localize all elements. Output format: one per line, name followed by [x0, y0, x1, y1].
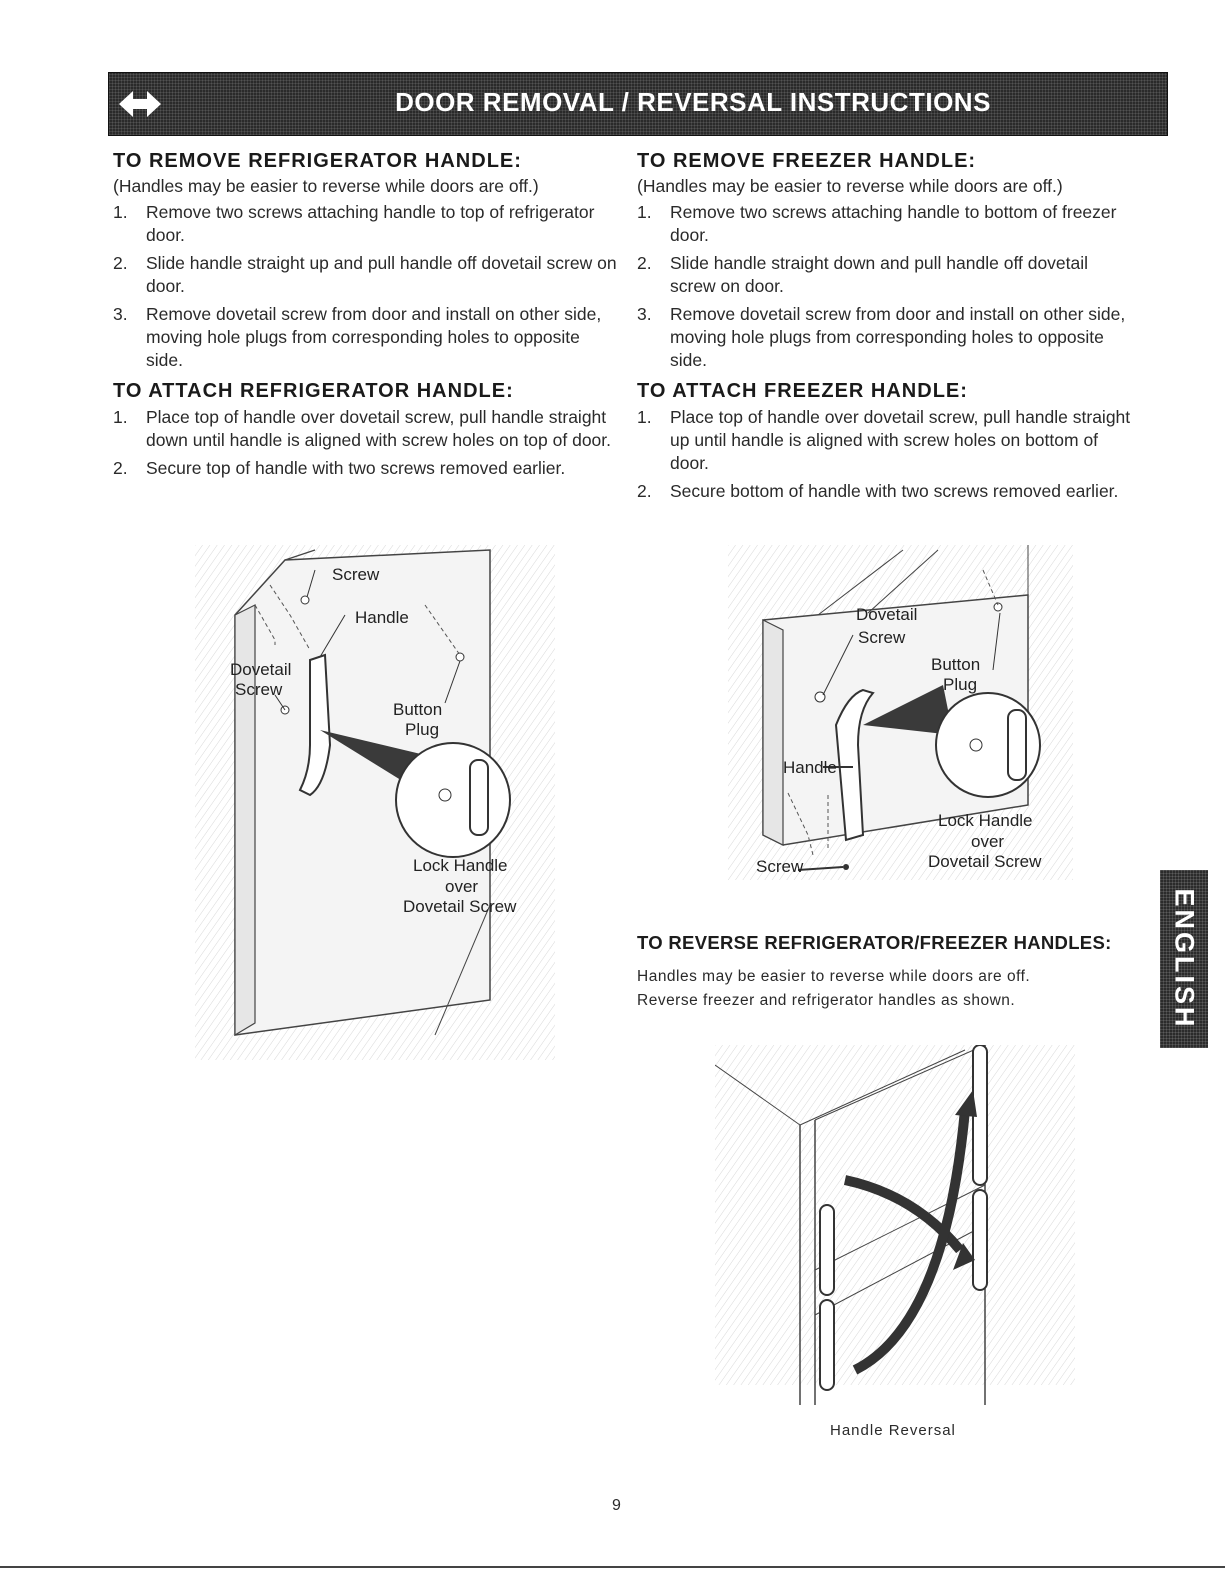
remove-refrigerator-note: (Handles may be easier to reverse while doors are off.)	[113, 176, 539, 196]
attach-refrigerator-steps	[113, 406, 618, 480]
label-screw: Screw	[332, 565, 380, 584]
label-plug: Plug	[943, 675, 978, 694]
label-dovetail: Dovetail	[230, 660, 292, 679]
handle-reversal-caption: Handle Reversal	[830, 1422, 956, 1439]
label-plug: Plug	[405, 720, 440, 739]
fridge-illustration	[715, 1045, 1075, 1405]
language-side-tab	[1160, 870, 1208, 1048]
list-item: 2. Secure bottom of handle with two screws removed earlier.	[637, 481, 1119, 501]
label-over: over	[971, 832, 1005, 851]
section-banner	[108, 72, 1168, 136]
list-item: 2. Slide handle straight up and pull handle off dovetail screw on door.	[113, 253, 617, 296]
list-item: 1. Remove two screws attaching handle to bottom of freezer door.	[637, 202, 1117, 245]
page-number: 9	[612, 1497, 621, 1514]
label-dovetail: Dovetail	[856, 605, 918, 624]
label-lock-handle: Lock Handle	[413, 856, 508, 875]
remove-freezer-handle-title: TO REMOVE FREEZER HANDLE:	[637, 150, 977, 172]
list-item: 1. Remove two screws attaching handle to top of refrigerator door.	[113, 202, 595, 245]
remove-refrigerator-steps	[113, 201, 618, 372]
list-item: 1. Place top of handle over dovetail screw, pull handle straight up until handle is aligned with screw holes on bottom of door.	[637, 407, 1131, 473]
list-item: 1. Place top of handle over dovetail screw, pull handle straight down until handle is aligned with screw holes on top of door.	[113, 407, 612, 450]
reverse-note-line: Handles may be easier to reverse while doors are off.	[637, 968, 1031, 985]
attach-freezer-steps	[637, 406, 1137, 503]
remove-freezer-steps	[637, 201, 1137, 372]
label-handle: Handle	[783, 758, 837, 777]
list-item: 3. Remove dovetail screw from door and install on other side, moving hole plugs from corresponding holes to opposite side.	[637, 304, 1126, 370]
right-column	[637, 150, 1137, 511]
attach-refrigerator-handle-title: TO ATTACH REFRIGERATOR HANDLE:	[113, 380, 514, 402]
left-column	[113, 150, 618, 488]
reverse-handles-title: TO REVERSE REFRIGERATOR/FREEZER HANDLES:	[637, 932, 1112, 953]
label-button: Button	[931, 655, 981, 674]
bottom-divider	[0, 1566, 1225, 1568]
freezer-handle-diagram	[728, 545, 1073, 880]
language-label: ENGLISH	[1169, 888, 1200, 1030]
label-lock-handle: Lock Handle	[938, 811, 1033, 830]
label-over: over	[445, 877, 479, 896]
list-item: 2. Slide handle straight down and pull handle off dovetail screw on door.	[637, 253, 1089, 296]
label-screw: Screw	[756, 857, 804, 876]
double-arrow-icon	[117, 81, 163, 127]
label-dovetail-screw-full: Dovetail Screw	[928, 852, 1042, 871]
banner-title: DOOR REMOVAL / REVERSAL INSTRUCTIONS	[395, 87, 991, 117]
list-item: 3. Remove dovetail screw from door and install on other side, moving hole plugs from corresponding holes to opposite side.	[113, 304, 602, 370]
label-button: Button	[393, 700, 443, 719]
remove-refrigerator-handle-title: TO REMOVE REFRIGERATOR HANDLE:	[113, 150, 522, 172]
refrigerator-handle-diagram	[195, 545, 555, 1060]
label-dovetail-screw: Screw	[858, 628, 906, 647]
attach-freezer-handle-title: TO ATTACH FREEZER HANDLE:	[637, 380, 968, 402]
label-dovetail-screw: Screw	[235, 680, 283, 699]
reverse-instruction-line: Reverse freezer and refrigerator handles as shown.	[637, 992, 1016, 1009]
label-dovetail-screw-full: Dovetail Screw	[403, 897, 517, 916]
handle-reversal-diagram	[715, 1045, 1075, 1405]
remove-freezer-note: (Handles may be easier to reverse while doors are off.)	[637, 176, 1063, 196]
label-handle: Handle	[355, 608, 409, 627]
reverse-handles-section	[637, 932, 1117, 1016]
list-item: 2. Secure top of handle with two screws removed earlier.	[113, 458, 566, 478]
